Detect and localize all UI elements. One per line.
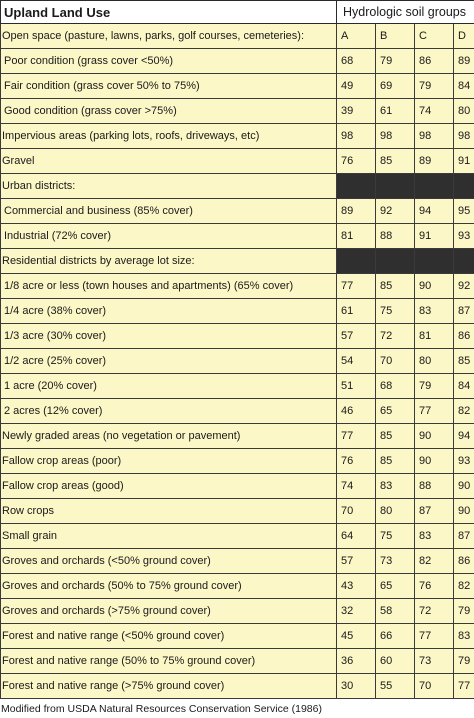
curve-number-cell: 36 [337, 649, 376, 674]
row-label: Groves and orchards (<50% ground cover) [1, 549, 337, 574]
row-label: Poor condition (grass cover <50%) [1, 49, 337, 74]
curve-number-cell: 80 [415, 349, 454, 374]
source-footnote: Modified from USDA Natural Resources Conservation Service (1986) [1, 703, 322, 715]
curve-number-cell: 91 [415, 224, 454, 249]
curve-number-cell: 79 [454, 599, 474, 624]
curve-number-cell: 55 [376, 674, 415, 699]
row-label: Row crops [1, 499, 337, 524]
table-row [1, 449, 474, 474]
curve-number-cell: 85 [376, 149, 415, 174]
curve-number-cell: 70 [337, 499, 376, 524]
shaded-cell [415, 174, 454, 199]
curve-number-cell: 43 [337, 574, 376, 599]
table-header-row [1, 1, 474, 24]
curve-number-cell: 82 [454, 399, 474, 424]
header-soil-groups: Hydrologic soil groups [337, 1, 474, 24]
curve-number-cell: 45 [337, 624, 376, 649]
curve-number-cell: 85 [376, 424, 415, 449]
shaded-cell [376, 249, 415, 274]
curve-number-cell: 83 [415, 299, 454, 324]
curve-number-cell: 39 [337, 99, 376, 124]
table-row [1, 124, 474, 149]
table-row [1, 549, 474, 574]
shaded-cell [415, 249, 454, 274]
curve-number-cell: 86 [454, 549, 474, 574]
curve-number-cell: 85 [376, 274, 415, 299]
curve-number-cell: 76 [337, 449, 376, 474]
shaded-cell [337, 249, 376, 274]
row-label: 1 acre (20% cover) [1, 374, 337, 399]
curve-number-cell: 30 [337, 674, 376, 699]
curve-number-cell: 91 [454, 149, 474, 174]
curve-number-cell: 65 [376, 574, 415, 599]
table-row [1, 99, 474, 124]
curve-number-cell: 74 [337, 474, 376, 499]
table-row [1, 499, 474, 524]
table-row [1, 49, 474, 74]
curve-number-cell: 70 [415, 674, 454, 699]
row-label: Open space (pasture, lawns, parks, golf courses, cemeteries): [1, 24, 337, 49]
row-label: 1/3 acre (30% cover) [1, 324, 337, 349]
curve-number-cell: 49 [337, 74, 376, 99]
curve-number-cell: 81 [337, 224, 376, 249]
table-row [1, 349, 474, 374]
curve-number-cell: 82 [415, 549, 454, 574]
table-row [1, 299, 474, 324]
table-row [1, 624, 474, 649]
table-section-row [1, 249, 474, 274]
curve-number-cell: 93 [454, 224, 474, 249]
row-label: Residential districts by average lot size: [1, 249, 337, 274]
row-label: Urban districts: [1, 174, 337, 199]
curve-number-cell: 83 [454, 624, 474, 649]
curve-number-cell: 90 [454, 499, 474, 524]
row-label: Industrial (72% cover) [1, 224, 337, 249]
soil-group-letter: C [415, 24, 454, 49]
curve-number-cell: 90 [415, 424, 454, 449]
curve-number-cell: 64 [337, 524, 376, 549]
curve-number-cell: 98 [415, 124, 454, 149]
curve-number-cell: 98 [337, 124, 376, 149]
soil-group-letter: A [337, 24, 376, 49]
curve-number-cell: 73 [415, 649, 454, 674]
curve-number-cell: 79 [415, 374, 454, 399]
table-row [1, 424, 474, 449]
curve-number-cell: 72 [376, 324, 415, 349]
row-label: Forest and native range (<50% ground cover) [1, 624, 337, 649]
table-row [1, 599, 474, 624]
curve-number-cell: 79 [415, 74, 454, 99]
table-row [1, 574, 474, 599]
curve-number-cell: 80 [454, 99, 474, 124]
shaded-cell [376, 174, 415, 199]
curve-number-cell: 76 [415, 574, 454, 599]
row-label: Impervious areas (parking lots, roofs, driveways, etc) [1, 124, 337, 149]
curve-number-cell: 77 [454, 674, 474, 699]
row-label: 1/8 acre or less (town houses and apartments) (65% cover) [1, 274, 337, 299]
curve-number-cell: 61 [376, 99, 415, 124]
shaded-cell [454, 249, 474, 274]
curve-number-cell: 88 [376, 224, 415, 249]
curve-number-cell: 84 [454, 74, 474, 99]
row-label: Commercial and business (85% cover) [1, 199, 337, 224]
curve-number-cell: 76 [337, 149, 376, 174]
curve-number-cell: 68 [376, 374, 415, 399]
curve-number-cell: 60 [376, 649, 415, 674]
curve-number-cell: 58 [376, 599, 415, 624]
curve-number-cell: 65 [376, 399, 415, 424]
curve-number-cell: 81 [415, 324, 454, 349]
curve-number-cell: 87 [454, 299, 474, 324]
header-land-use: Upland Land Use [1, 1, 337, 24]
shaded-cell [454, 174, 474, 199]
curve-number-cell: 72 [415, 599, 454, 624]
row-label: Fallow crop areas (good) [1, 474, 337, 499]
curve-number-cell: 98 [454, 124, 474, 149]
curve-number-cell: 68 [337, 49, 376, 74]
table-row [1, 24, 474, 49]
curve-number-cell: 89 [337, 199, 376, 224]
curve-number-cell: 86 [415, 49, 454, 74]
curve-number-cell: 93 [454, 449, 474, 474]
row-label: 1/2 acre (25% cover) [1, 349, 337, 374]
curve-number-cell: 85 [454, 349, 474, 374]
table-row [1, 324, 474, 349]
curve-number-cell: 89 [415, 149, 454, 174]
curve-number-cell: 51 [337, 374, 376, 399]
curve-number-cell: 87 [415, 499, 454, 524]
curve-number-cell: 92 [376, 199, 415, 224]
curve-number-cell: 54 [337, 349, 376, 374]
row-label: 2 acres (12% cover) [1, 399, 337, 424]
table-row [1, 674, 474, 699]
curve-number-cell: 82 [454, 574, 474, 599]
table-row [1, 74, 474, 99]
table-row [1, 149, 474, 174]
table-body [1, 24, 474, 699]
curve-number-cell: 61 [337, 299, 376, 324]
curve-number-cell: 70 [376, 349, 415, 374]
row-label: 1/4 acre (38% cover) [1, 299, 337, 324]
curve-number-cell: 77 [337, 424, 376, 449]
curve-number-cell: 89 [454, 49, 474, 74]
row-label: Good condition (grass cover >75%) [1, 99, 337, 124]
curve-number-cell: 57 [337, 324, 376, 349]
curve-number-cell: 85 [376, 449, 415, 474]
curve-number-cell: 87 [454, 524, 474, 549]
row-label: Gravel [1, 149, 337, 174]
soil-group-letter: D [454, 24, 474, 49]
table-row [1, 224, 474, 249]
table-row [1, 524, 474, 549]
curve-number-cell: 74 [415, 99, 454, 124]
row-label: Groves and orchards (50% to 75% ground cover) [1, 574, 337, 599]
table-row [1, 374, 474, 399]
curve-number-cell: 88 [415, 474, 454, 499]
row-label: Fallow crop areas (poor) [1, 449, 337, 474]
row-label: Forest and native range (50% to 75% ground cover) [1, 649, 337, 674]
curve-number-cell: 77 [415, 624, 454, 649]
table-row [1, 399, 474, 424]
curve-number-cell: 32 [337, 599, 376, 624]
curve-number-cell: 83 [415, 524, 454, 549]
curve-number-cell: 95 [454, 199, 474, 224]
curve-number-cell: 86 [454, 324, 474, 349]
row-label: Groves and orchards (>75% ground cover) [1, 599, 337, 624]
row-label: Forest and native range (>75% ground cover) [1, 674, 337, 699]
table-row [1, 199, 474, 224]
curve-number-cell: 92 [454, 274, 474, 299]
table-row [1, 474, 474, 499]
curve-number-cell: 90 [415, 449, 454, 474]
curve-number-cell: 90 [454, 474, 474, 499]
shaded-cell [337, 174, 376, 199]
table-row [1, 274, 474, 299]
table-section-row [1, 174, 474, 199]
curve-number-cell: 80 [376, 499, 415, 524]
row-label: Fair condition (grass cover 50% to 75%) [1, 74, 337, 99]
curve-number-cell: 75 [376, 299, 415, 324]
curve-number-cell: 46 [337, 399, 376, 424]
curve-number-cell: 75 [376, 524, 415, 549]
curve-number-cell: 66 [376, 624, 415, 649]
curve-number-cell: 73 [376, 549, 415, 574]
curve-number-cell: 79 [454, 649, 474, 674]
curve-number-cell: 94 [454, 424, 474, 449]
curve-number-cell: 77 [415, 399, 454, 424]
curve-number-cell: 79 [376, 49, 415, 74]
curve-number-cell: 94 [415, 199, 454, 224]
curve-number-cell: 84 [454, 374, 474, 399]
curve-number-cell: 83 [376, 474, 415, 499]
row-label: Newly graded areas (no vegetation or pavement) [1, 424, 337, 449]
table-row [1, 649, 474, 674]
row-label: Small grain [1, 524, 337, 549]
curve-number-cell: 90 [415, 274, 454, 299]
curve-number-cell: 69 [376, 74, 415, 99]
soil-group-letter: B [376, 24, 415, 49]
curve-number-cell: 98 [376, 124, 415, 149]
curve-number-cell: 77 [337, 274, 376, 299]
curve-number-cell: 57 [337, 549, 376, 574]
